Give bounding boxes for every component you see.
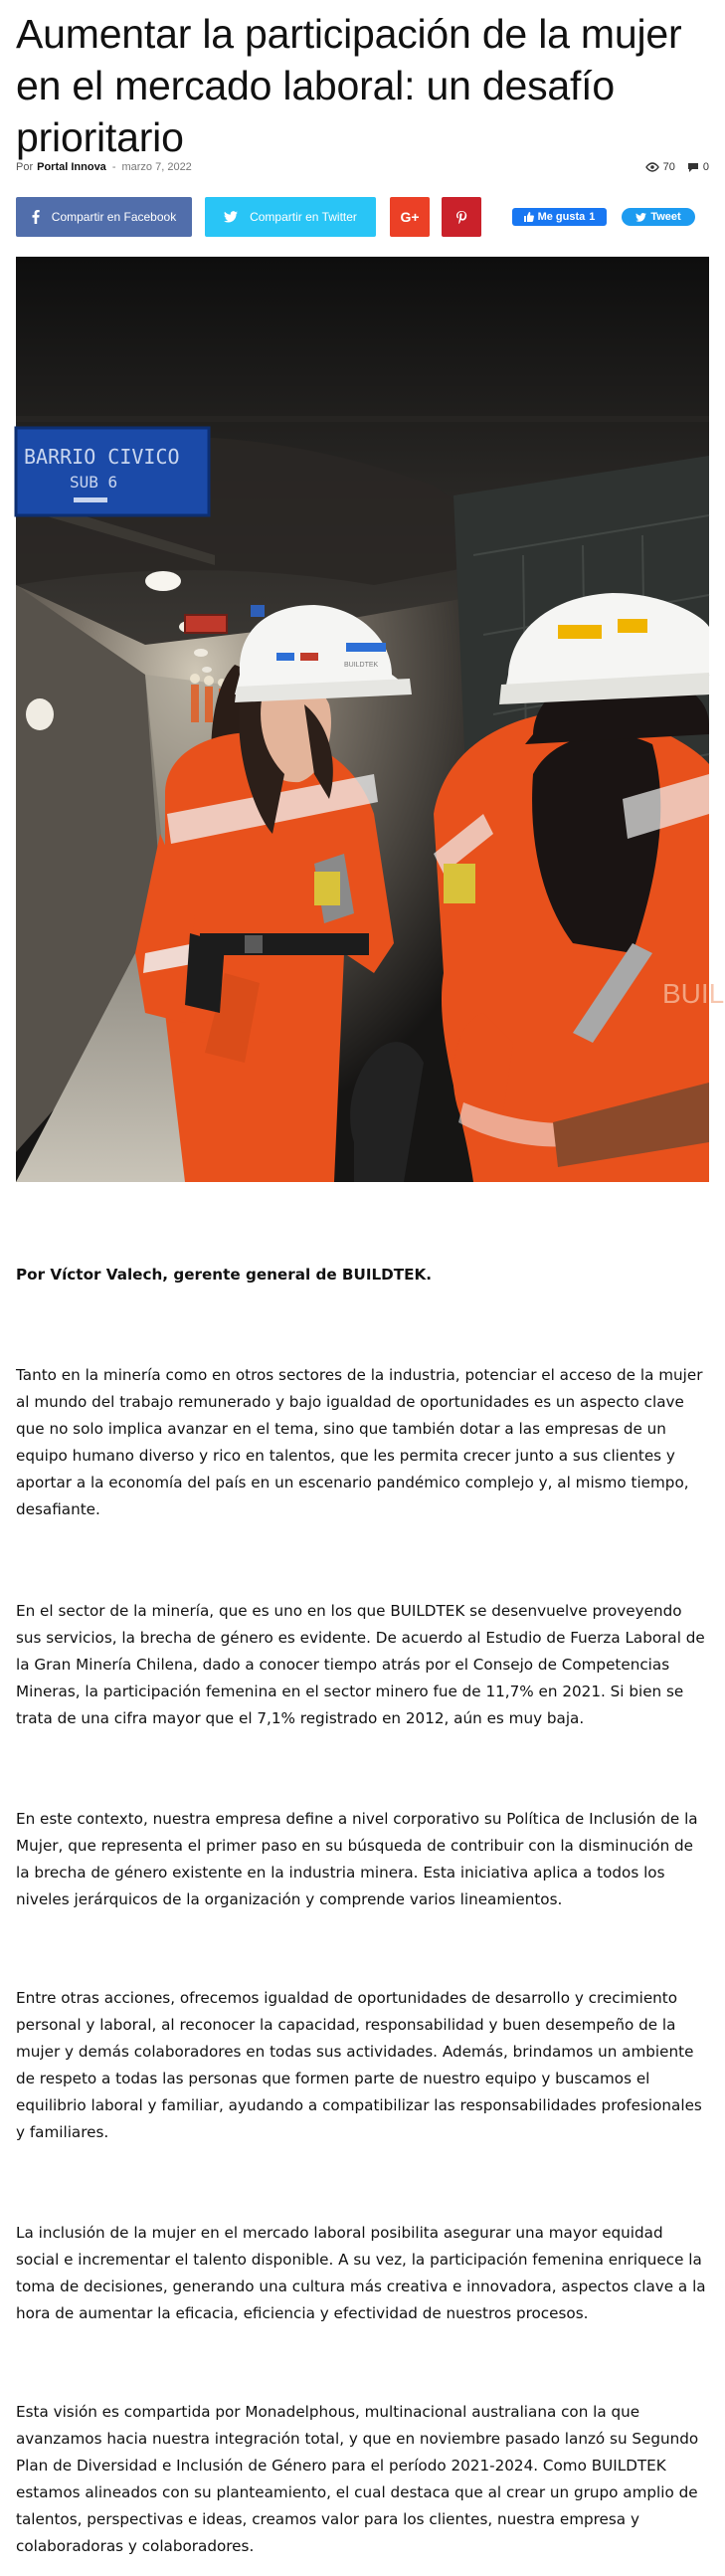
share-twitter-button[interactable] xyxy=(205,197,376,237)
article-byline: Por Víctor Valech, gerente general de BUILDTEK. xyxy=(16,1266,433,1284)
comment-icon xyxy=(687,162,699,173)
article xyxy=(16,0,725,2555)
share-bar xyxy=(16,197,709,239)
meta-separator: - xyxy=(111,161,116,173)
sign-line2: SUB 6 xyxy=(70,473,118,492)
paragraph xyxy=(16,2399,709,2560)
publish-date: marzo 7, 2022 xyxy=(121,161,192,173)
facebook-icon xyxy=(32,210,40,224)
paragraph-text: En este contexto, nuestra empresa define a nivel corporativo su Política de Inclusión de la Mujer, que representa el primer paso en su búsqueda de contribuir con la disminución de la brecha de género existente en la industria minera. Esta iniciativa aplica a todos los niveles jerárquicos de la organización y comprende varios lineamientos. xyxy=(16,1810,698,1908)
paragraph-text: La inclusión de la mujer en el mercado laboral posibilita asegurar una mayor equidad social e incrementar el talento disponible. A su vez, la participación femenina enriquece la toma de decisiones, generando una cultura más creativa e innovadora, aspectos clave a la hora de aumentar la eficacia, eficiencia y efectividad de nuestros procesos. xyxy=(16,2224,706,2322)
paragraph-text: Tanto en la minería como en otros sectores de la industria, potenciar el acceso de la mujer al mundo del trabajo remunerado y bajo igualdad de oportunidades es un aspecto clave que no solo implica avanzar en el tema, sino que también dotar a las empresas de un equipo humano diverso y rico en talentos, que les permita crecer junto a sus clientes y aportar a la economía del país en un escenario pandémico complejo y, al mismo tiempo, desafiante. xyxy=(16,1366,703,1518)
paragraph-text: Entre otras acciones, ofrecemos igualdad de oportunidades de desarrollo y crecimiento personal y laboral, al reconocer la capacidad, responsabilidad y buen desempeño de la mujer y demás colaboradores en todas sus actividades. Además, brindamos un ambiente de respeto a todas las personas que formen parte de nuestro equipo y buscamos el equilibrio laboral y familiar, ayudando a compatibilizar las responsabilidades profesionales y familiares. xyxy=(16,1989,702,2141)
author-link[interactable]: Portal Innova xyxy=(37,161,106,173)
views-value: 70 xyxy=(662,161,675,173)
share-facebook-label: Compartir en Facebook xyxy=(51,210,177,224)
paragraph-text: Esta visión es compartida por Monadelphous, multinacional australiana con la que avanzamos hacia nuestra integración total, y que en noviembre pasado lanzó su Segundo Plan de Diversidad e Inclusión de Género para el período 2021-2024. Como BUILDTEK estamos alineados con su planteamiento, el cual destaca que al crear un grupo amplio de talentos, perspectivas e ideas, creamos valor para los clientes, nuestra empresa y colaboradoras y colaboradores. xyxy=(16,2403,699,2555)
thumbs-up-icon xyxy=(524,212,534,222)
share-googleplus-button[interactable] xyxy=(390,197,430,237)
featured-image xyxy=(16,257,725,1182)
paragraph-text: En el sector de la minería, que es uno en los que BUILDTEK se desenvuelve proveyendo sus servicios, la brecha de género es evidente. De acuerdo al Estudio de Fuerza Laboral de la Gran Minería Chilena, dado a conocer tiempo atrás por el Consejo de Competencias Mineras, la participación femenina en el sector minero fue de 11,7% en 2021. Si bien se trata de una cifra mayor que el 7,1% registrado en 2012, aún es muy baja. xyxy=(16,1602,705,1727)
article-stats xyxy=(645,161,709,173)
comments-value: 0 xyxy=(702,161,709,173)
facebook-like-button[interactable] xyxy=(512,208,607,226)
jacket-brand: BUIL xyxy=(662,978,725,1009)
twitter-icon xyxy=(224,211,238,223)
article-title: Aumentar la participación de la mujer en el mercado laboral: un desafío prioritario xyxy=(16,11,682,160)
paragraph xyxy=(16,1362,709,1523)
helmet-brand: BUILDTEK xyxy=(344,662,379,669)
views-count xyxy=(645,161,675,173)
comments-count[interactable] xyxy=(687,161,709,173)
share-pinterest-button[interactable] xyxy=(442,197,481,237)
like-count: 1 xyxy=(589,211,596,223)
tweet-label: Tweet xyxy=(650,211,681,223)
pinterest-icon xyxy=(456,211,466,224)
twitter-bird-icon xyxy=(635,213,646,222)
mine-tunnel-photo xyxy=(16,257,725,1182)
paragraph xyxy=(16,1598,709,1732)
sign-line1: BARRIO CIVICO xyxy=(24,445,180,469)
paragraph xyxy=(16,1806,709,1913)
googleplus-icon: G+ xyxy=(400,209,420,225)
like-label: Me gusta xyxy=(537,211,586,223)
eye-icon xyxy=(645,162,659,172)
byline-prefix: Por xyxy=(16,161,34,173)
tweet-button[interactable] xyxy=(622,208,695,226)
paragraph xyxy=(16,1985,709,2146)
share-twitter-label: Compartir en Twitter xyxy=(250,210,357,224)
article-byline-block xyxy=(16,1262,709,1288)
paragraph xyxy=(16,2220,709,2327)
share-facebook-button[interactable] xyxy=(16,197,192,237)
barrio-civico-sign xyxy=(16,428,209,515)
article-meta xyxy=(16,161,709,181)
